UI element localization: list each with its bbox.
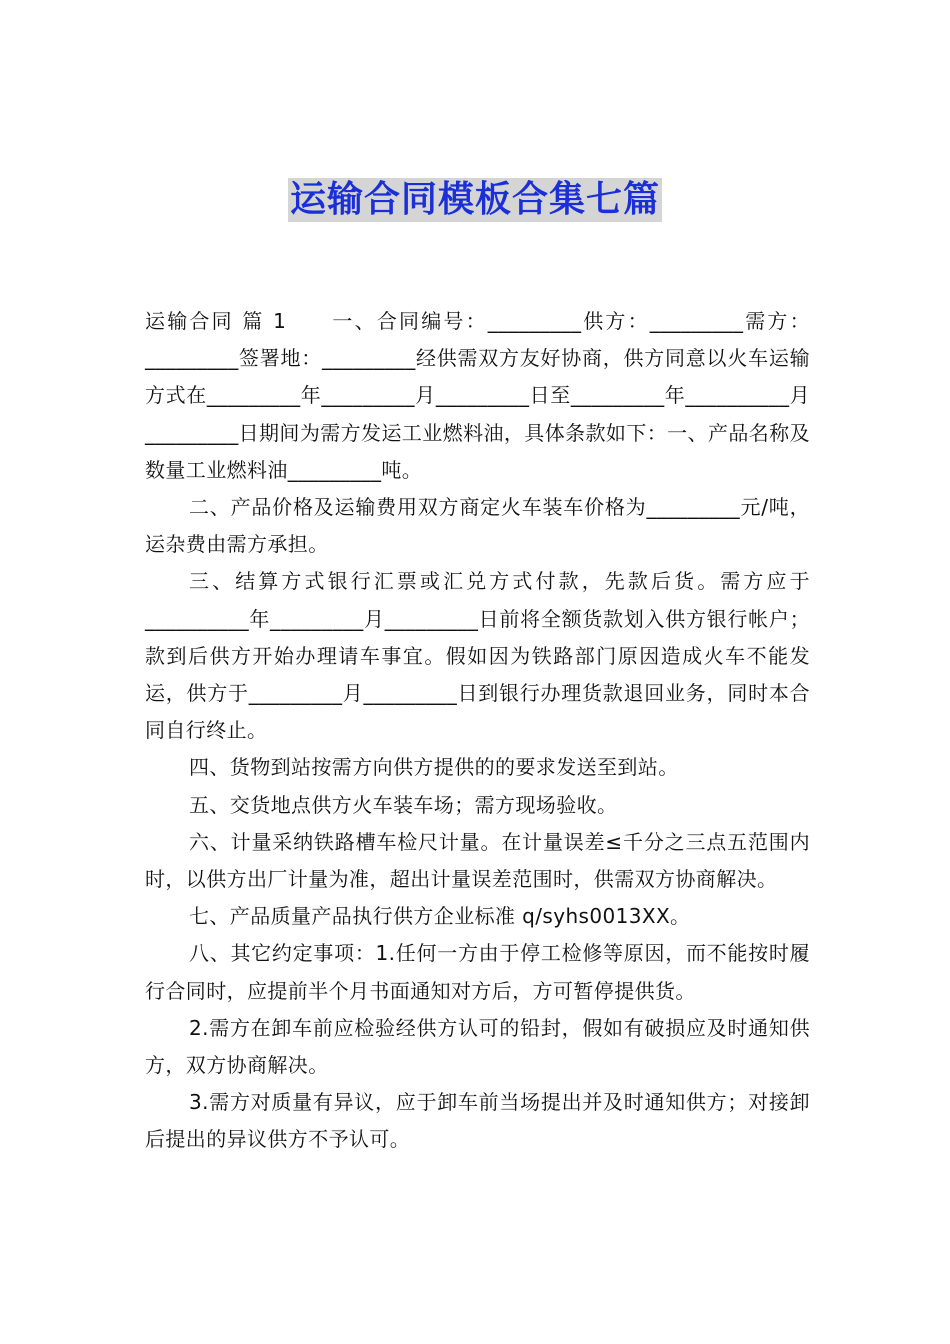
paragraph-10: 3.需方对质量有异议，应于卸车前当场提出并及时通知供方；对接卸后提出的异议供方不予认可。 bbox=[145, 1090, 810, 1152]
paragraph-6: 六、计量采纳铁路槽车检尺计量。在计量误差≤千分之三点五范围内时，以供方出厂计量为准，超出计量误差范围时，供需双方协商解决。 bbox=[145, 829, 810, 892]
paragraph-9: 2.需方在卸车前应检验经供方认可的铅封，假如有破损应及时通知供方，双方协商解决。 bbox=[145, 1015, 810, 1078]
paragraph-1: 运输合同 篇 1 一、合同编号：_________供方：_________需方：_________签署地：_________经供需双方友好协商，供方同意以火车运输方式在_________年_________月_________日至_________年__________月_________日期间为需方发运工业燃料油，具体条款如下：一、产品名称及数量工业燃料油_________吨。 bbox=[145, 309, 810, 482]
document-body bbox=[145, 303, 810, 1159]
paragraph-5: 五、交货地点供方火车装车场；需方现场验收。 bbox=[189, 792, 618, 817]
paragraph-4: 四、货物到站按需方向供方提供的的要求发送至到站。 bbox=[189, 755, 679, 780]
paragraph-2: 二、产品价格及运输费用双方商定火车装车价格为_________元/吨，运杂费由需方承担。 bbox=[145, 495, 810, 557]
paragraph-8: 八、其它约定事项：1.任何一方由于停工检修等原因，而不能按时履行合同时，应提前半个月书面通知对方后，方可暂停提供货。 bbox=[145, 941, 810, 1003]
paragraph-7: 七、产品质量产品执行供方企业标准 q/syhs0013XX。 bbox=[189, 904, 691, 929]
document-title: 运输合同模板合集七篇 bbox=[289, 179, 660, 220]
paragraph-3: 三、结算方式银行汇票或汇兑方式付款，先款后货。需方应于__________年_________月_________日前将全额货款划入供方银行帐户；款到后供方开始办理请车事宜。假如因为铁路部门原因造成火车不能发运，供方于_________月_________日到银行办理货款退回业务，同时本合同自行终止。 bbox=[145, 569, 810, 743]
title-container bbox=[0, 178, 950, 222]
